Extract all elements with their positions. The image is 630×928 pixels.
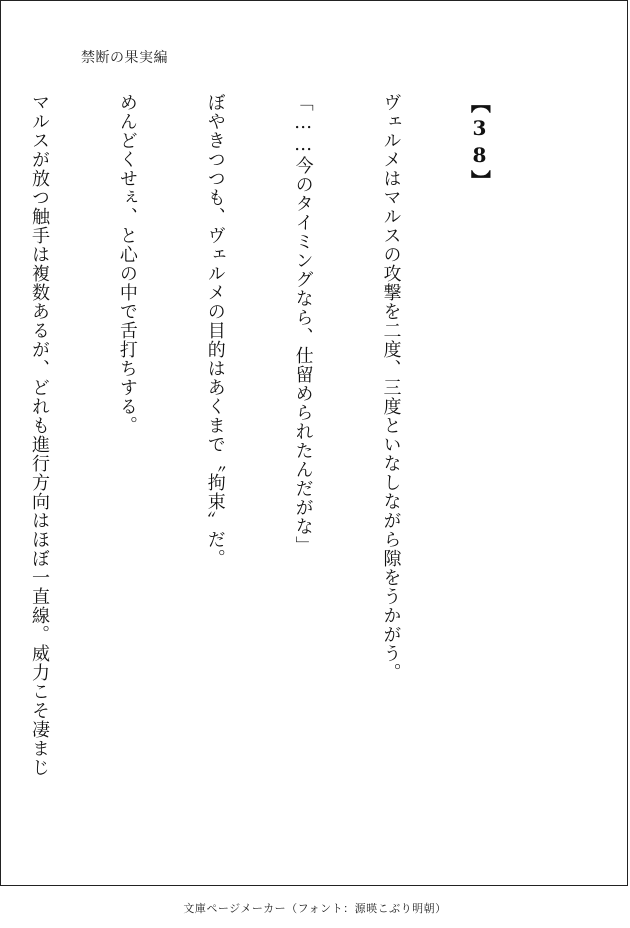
chapter-label: 【38】 xyxy=(467,93,492,193)
body-text xyxy=(0,93,552,813)
text-line: 「……今のタイミングなら、仕留められたんだがな」 xyxy=(292,93,314,555)
text-line: マルスが放つ触手は複数あるが、どれも進行方向はほぼ一直線。威力こそ凄まじ xyxy=(28,93,50,777)
text-line: ぼやきつつも、ヴェルメの目的はあくまで〝拘束〟だ。 xyxy=(204,93,226,568)
text-line: ヴェルメはマルスの攻撃を二度、三度といなしながら隙をうかがう。 xyxy=(380,93,402,682)
running-head: 禁断の果実編 xyxy=(81,50,168,66)
footer-credit: 文庫ページメーカー（フォント：源暎こぶり明朝） xyxy=(183,902,447,915)
text-line: めんどくせぇ、と心の中で舌打ちする。 xyxy=(116,93,138,435)
